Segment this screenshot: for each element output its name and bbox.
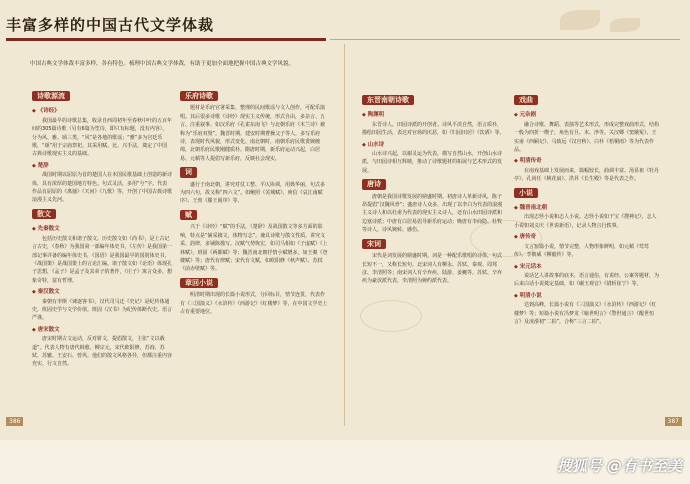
subsection-heading: ◆ 山水诗 [362, 141, 506, 149]
section-heading: 小说 [514, 188, 538, 198]
decorative-leaf [610, 18, 640, 32]
page-number-left: 386 [6, 417, 23, 426]
section-heading: 词 [180, 167, 197, 177]
paragraph: 盛行于南北朝，讲究对仗工整、平仄协调，用典华丽，句式多为四六句，故又称“四六文”。如鲍照《芜城赋》、庾信《哀江南赋序》、王勃《滕王阁序》等。 [180, 181, 326, 205]
subsection-heading: ◆ 《诗经》 [32, 107, 172, 115]
section-heading: 唐诗 [362, 179, 386, 189]
page-title: 丰富多样的中国古代文学体裁 [6, 16, 215, 34]
paragraph: 我国最早的诗歌总集，收录自西周初年至春秋中叶的五百年间的305篇诗歌（另有6篇为笙诗，即只有标题，没有内容），分为风、雅、颂三类。“风”是各地的歌谣；“雅”多为宫廷乐歌，“颂”用于宗庙祭祀。其采用赋、比、兴手法，奠定了中国古典诗歌现实主义的基础。 [32, 117, 172, 158]
section-heading: 戏曲 [514, 95, 538, 105]
title-rule-right [330, 39, 680, 40]
paragraph: 达到高峰，长篇小说有《三国演义》《水浒传》《西游记》《红楼梦》等；短篇小说有冯梦龙《喻世明言》《警世通言》《醒世恒言》及凌濛初“二拍”，合称“三言二拍”。 [514, 302, 657, 325]
column-2 [180, 88, 328, 426]
column-1 [32, 88, 172, 426]
subsection-heading: ◆ 魏晋南北朝 [514, 204, 660, 212]
page-number-right: 387 [665, 417, 682, 426]
paragraph: 说话艺人讲故事的底本，语言通俗，有说经、公案等题材，为后来白话小说奠定基础，如《碾玉观音》《错斩崔宁》等。 [514, 272, 660, 288]
subsection-heading: ◆ 宋元话本 [514, 263, 660, 271]
paragraph: 东晋诗人，田园诗派的开创者。诗风平淡自然，语言质朴，描绘田园生活，表达对官场的厌恶，如《归园田居》《饮酒》等。 [362, 121, 505, 137]
watermark: 搜狐号 @有书至美 [556, 457, 682, 475]
paragraph: 秦朝有李斯《谏逐客书》。汉代司马迁《史记》是纪传体通史，班固史学与文学价值。班固《汉书》为纪传体断代史。语言严谨。 [32, 298, 172, 322]
paragraph: 出现志怪小说和志人小说。志怪小说如干宝《搜神记》，志人小说如刘义庆《世说新语》，记录人物言行轶事。 [514, 214, 657, 229]
paragraph: 宋代是词发展的鼎盛时期。词是一种配乐歌唱的诗体，句式长短不一，又称长短句。北宋词人有柳永、苏轼、秦观、周邦彦、李清照等；南宋词人有辛弃疾、陆游、姜夔等。苏轼、辛弃疾为豪放派代表，李清照为婉约派代表。 [362, 253, 503, 285]
subsection-heading: ◆ 楚辞 [32, 162, 172, 170]
paragraph: 唐朝是我国诗歌发展的鼎盛时期。初唐诗人革新诗风，陈子昂提倡“汉魏风骨”；盛唐诗人众多，出现了以李白为代表的浪漫主义诗人和以杜甫为代表的现实主义诗人，还有山水田园诗派和边塞诗派；中唐有白居易倡导新乐府运动；晚唐有李商隐、杜牧等诗人，诗风婉转、感伤。 [362, 193, 503, 234]
section-heading: 宋词 [362, 239, 386, 249]
subsection-heading: ◆ 明清小说 [514, 292, 660, 300]
section-heading: 乐府诗歌 [180, 91, 218, 101]
paragraph: 在南戏基础上发展而来，篇幅较长，曲调丰富。汤显祖《牡丹亭》、孔尚任《桃花扇》、洪昇《长生殿》等是代表之作。 [514, 167, 660, 183]
section-heading: 章回小说 [180, 278, 218, 288]
paragraph: 明清时期出现的长篇小说形式，分回标目，情节连贯，代表作有《三国演义》《水浒传》《西游记》《红楼梦》等，在中国文学史上占有重要地位。 [180, 292, 328, 315]
paragraph: 融合诗歌、舞蹈、表演等艺术形式，形成完整戏曲形式，结构一般为四折一楔子，角色有旦、末、净等。关汉卿《窦娥冤》、王实甫《西厢记》、马致远《汉宫秋》、白朴《梧桐雨》等为代表作品。 [514, 121, 660, 154]
subsection-heading: ◆ 唐传奇 [514, 233, 660, 241]
subsection-heading: ◆ 元杂剧 [514, 111, 660, 119]
subsection-heading: ◆ 先秦散文 [32, 225, 172, 233]
column-4 [514, 92, 660, 426]
paragraph: 唐宋时期古文运动，反对骈文，提倡散文，主张“文以载道”。代表人物有唐代韩愈、柳宗元，宋代欧阳修、苏洵、苏轼、苏辙、王安石、曾巩。他们的散文风格各异，但都注重内容充实，行文自然。 [32, 336, 172, 368]
subsection-heading: ◆ 陶渊明 [362, 111, 506, 119]
paragraph: 题材是乐府官署采集、整理的民间歌谣与文人创作，可配乐演唱。其后很多诗歌《诗经》现实主义传统，形式自由，多杂言、五言、注重叙事。如汉乐府《孔雀东南飞》与北朝乐府《木兰诗》被称为“乐府双璧”。魏晋时期，建安时期曹操父子等人，多写乐府诗，表现时代风貌，形式变化。南北朝时，南朝乐府民歌委婉缠绵，北朝乐府民歌刚健质朴。隋唐时期，新乐府运动兴起，白居易、元稹等人提倡写新乐府，反映社会现实。 [180, 105, 326, 162]
subsection-heading: ◆ 唐宋散文 [32, 326, 172, 334]
subsection-heading: ◆ 秦汉散文 [32, 288, 172, 296]
section-heading: 赋 [180, 210, 197, 220]
title-rule [6, 38, 326, 41]
decorative-leaf [560, 10, 600, 30]
section-heading: 散文 [32, 209, 56, 219]
paragraph: 文言短篇小说，情节完整，人物形象鲜明，如元稹《莺莺传》、李朝威《柳毅传》等。 [514, 243, 650, 259]
book-spine [344, 44, 345, 426]
paragraph: 山水诗兴起，以谢灵运为代表，描写自然山水，开创山水诗派，与田园诗相互辉映，推动了诗歌题材的拓展与艺术形式的发展。 [362, 151, 503, 174]
paragraph: 战国时期以屈原为首的楚国人在本国民歌基础上创造的新诗体，具有浓厚的楚国地方特色。句式灵活，多用“兮”字。代表作品有屈原的《离骚》《天问》《九歌》等，开创了中国古典诗歌浪漫主义先河。 [32, 172, 172, 204]
section-heading: 诗歌源流 [32, 91, 70, 101]
column-3 [362, 92, 506, 426]
paragraph: 包括历史散文和诸子散文。历史散文如《尚书》，是上古记言古史，《春秋》为我国第一部编年体史书，《左传》是我国第一部记事详备的编年体史书，《国语》是我国最早的国别体史书，《战国策》是战国策士的言论汇编。诸子散文如《论语》体现孔子思想，《孟子》是孟子及其弟子的著作，《庄子》寓言众多，想象奇特，富有哲理。 [32, 235, 172, 284]
section-heading: 东晋南朝诗歌 [362, 95, 414, 105]
intro-text: 中国古典文学体裁丰富多样，各有特色。梳理中国古典文学体裁，有助于更加全面地把握中国古典文学风貌。 [30, 61, 295, 67]
subsection-heading: ◆ 明清传奇 [514, 157, 660, 165]
paragraph: 兴于《诗经》“赋”的手法，《楚辞》及战国散文等多方面的影响，特点是“铺采摛文，体物写志”。兼具诗歌与散文性质，讲究文采、韵律，多铺陈描写。汉赋气势恢宏，如司马相如《子虚赋》《上林赋》，班固《两都赋》等；魏晋南北朝抒情小赋增多，如王粲《登楼赋》等；唐代有律赋；宋代有文赋，如欧阳修《秋声赋》、苏轼《前赤壁赋》等。 [180, 224, 328, 273]
